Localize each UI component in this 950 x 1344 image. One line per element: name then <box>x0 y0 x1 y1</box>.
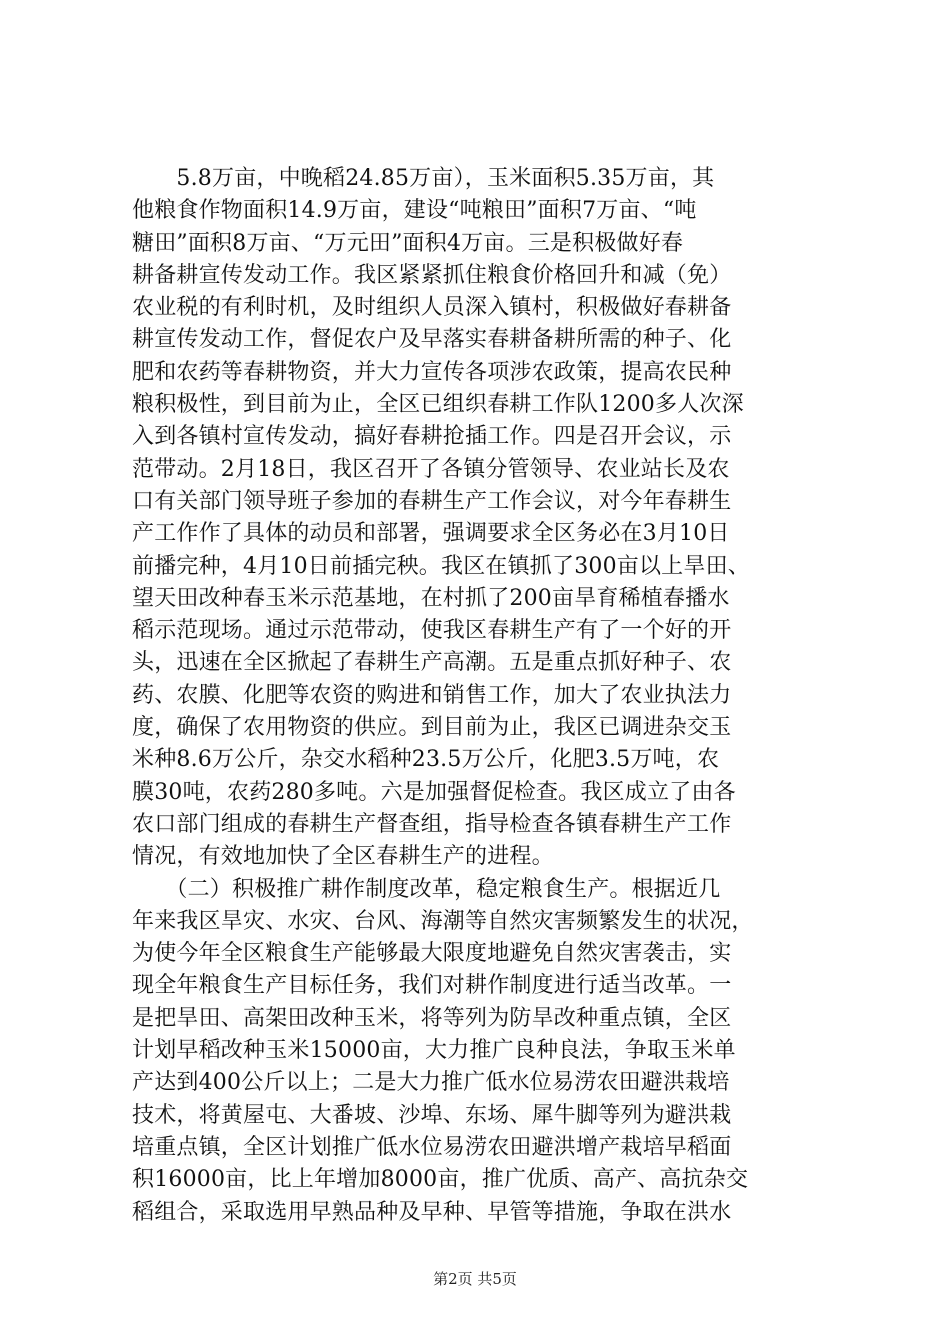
text-line: 米种8.6万公斤，杂交水稻种23.5万公斤，化肥3.5万吨，农 <box>132 747 720 773</box>
text-line: 口有关部门领导班子参加的春耕生产工作会议，对今年春耕生 <box>132 488 732 514</box>
page-footer: 第2页 共5页 <box>433 1270 517 1288</box>
text-line: 积16000亩，比上年增加8000亩，推广优质、高产、高抗杂交 <box>132 1167 749 1193</box>
text-line: 膜30吨，农药280多吨。六是加强督促检查。我区成立了由各 <box>132 779 736 805</box>
text-line: 年来我区旱灾、水灾、台风、海潮等自然灾害频繁发生的状况， <box>132 908 754 934</box>
text-line: 现全年粮食生产目标任务，我们对耕作制度进行适当改革。一 <box>132 973 732 999</box>
text-line: 培重点镇，全区计划推广低水位易涝农田避洪增产栽培早稻面 <box>132 1134 732 1160</box>
text-line: 稻示范现场。通过示范带动，使我区春耕生产有了一个好的开 <box>132 618 732 644</box>
text-line: 头，迅速在全区掀起了春耕生产高潮。五是重点抓好种子、农 <box>132 650 732 676</box>
text-line: 入到各镇村宣传发动，搞好春耕抢插工作。四是召开会议，示 <box>132 424 732 450</box>
text-line: 农口部门组成的春耕生产督查组，指导检查各镇春耕生产工作 <box>132 811 732 837</box>
text-line: 耕备耕宣传发动工作。我区紧紧抓住粮食价格回升和减（免） <box>132 262 732 288</box>
text-line: 情况，有效地加快了全区春耕生产的进程。 <box>132 844 554 870</box>
text-line: 技术，将黄屋屯、大番坡、沙埠、东场、犀牛脚等列为避洪栽 <box>132 1102 732 1128</box>
text-line: 5.8万亩，中晚稻24.85万亩），玉米面积5.35万亩，其 <box>132 166 715 191</box>
text-line: 农业税的有利时机，及时组织人员深入镇村，积极做好春耕备 <box>132 295 732 321</box>
text-line: 药、农膜、化肥等农资的购进和销售工作，加大了农业执法力 <box>132 682 732 708</box>
text-line: 是把旱田、高架田改种玉米，将等列为防旱改种重点镇，全区 <box>132 1005 732 1031</box>
text-line: 计划早稻改种玉米15000亩，大力推广良种良法，争取玉米单 <box>132 1038 736 1064</box>
text-line: 产工作作了具体的动员和部署，强调要求全区务必在3月10日 <box>132 521 730 547</box>
text-line: （二）积极推广耕作制度改革，稳定粮食生产。根据近几 <box>132 876 721 902</box>
text-line: 为使今年全区粮食生产能够最大限度地避免自然灾害袭击，实 <box>132 941 732 967</box>
text-line: 肥和农药等春耕物资，并大力宣传各项涉农政策，提高农民种 <box>132 359 732 385</box>
body-text <box>132 163 832 1229</box>
text-line: 他粮食作物面积14.9万亩，建设“吨粮田”面积7万亩、“吨 <box>132 198 697 224</box>
text-line: 糖田”面积8万亩、“万元田”面积4万亩。三是积极做好春 <box>132 230 684 256</box>
text-line: 前播完种，4月10日前插完秧。我区在镇抓了300亩以上旱田、 <box>132 553 750 579</box>
text-line: 度，确保了农用物资的供应。到目前为止，我区已调进杂交玉 <box>132 715 732 741</box>
text-line: 稻组合，采取选用早熟品种及早种、早管等措施，争取在洪水 <box>132 1199 732 1225</box>
text-line: 望天田改种春玉米示范基地，在村抓了200亩旱育稀植春播水 <box>132 585 730 611</box>
text-line: 产达到400公斤以上；二是大力推广低水位易涝农田避洪栽培 <box>132 1070 730 1096</box>
text-line: 粮积极性，到目前为止，全区已组织春耕工作队1200多人次深 <box>132 392 744 418</box>
text-line: 范带动。2月18日，我区召开了各镇分管领导、农业站长及农 <box>132 456 730 482</box>
text-line: 耕宣传发动工作，督促农户及早落实春耕备耕所需的种子、化 <box>132 327 732 353</box>
